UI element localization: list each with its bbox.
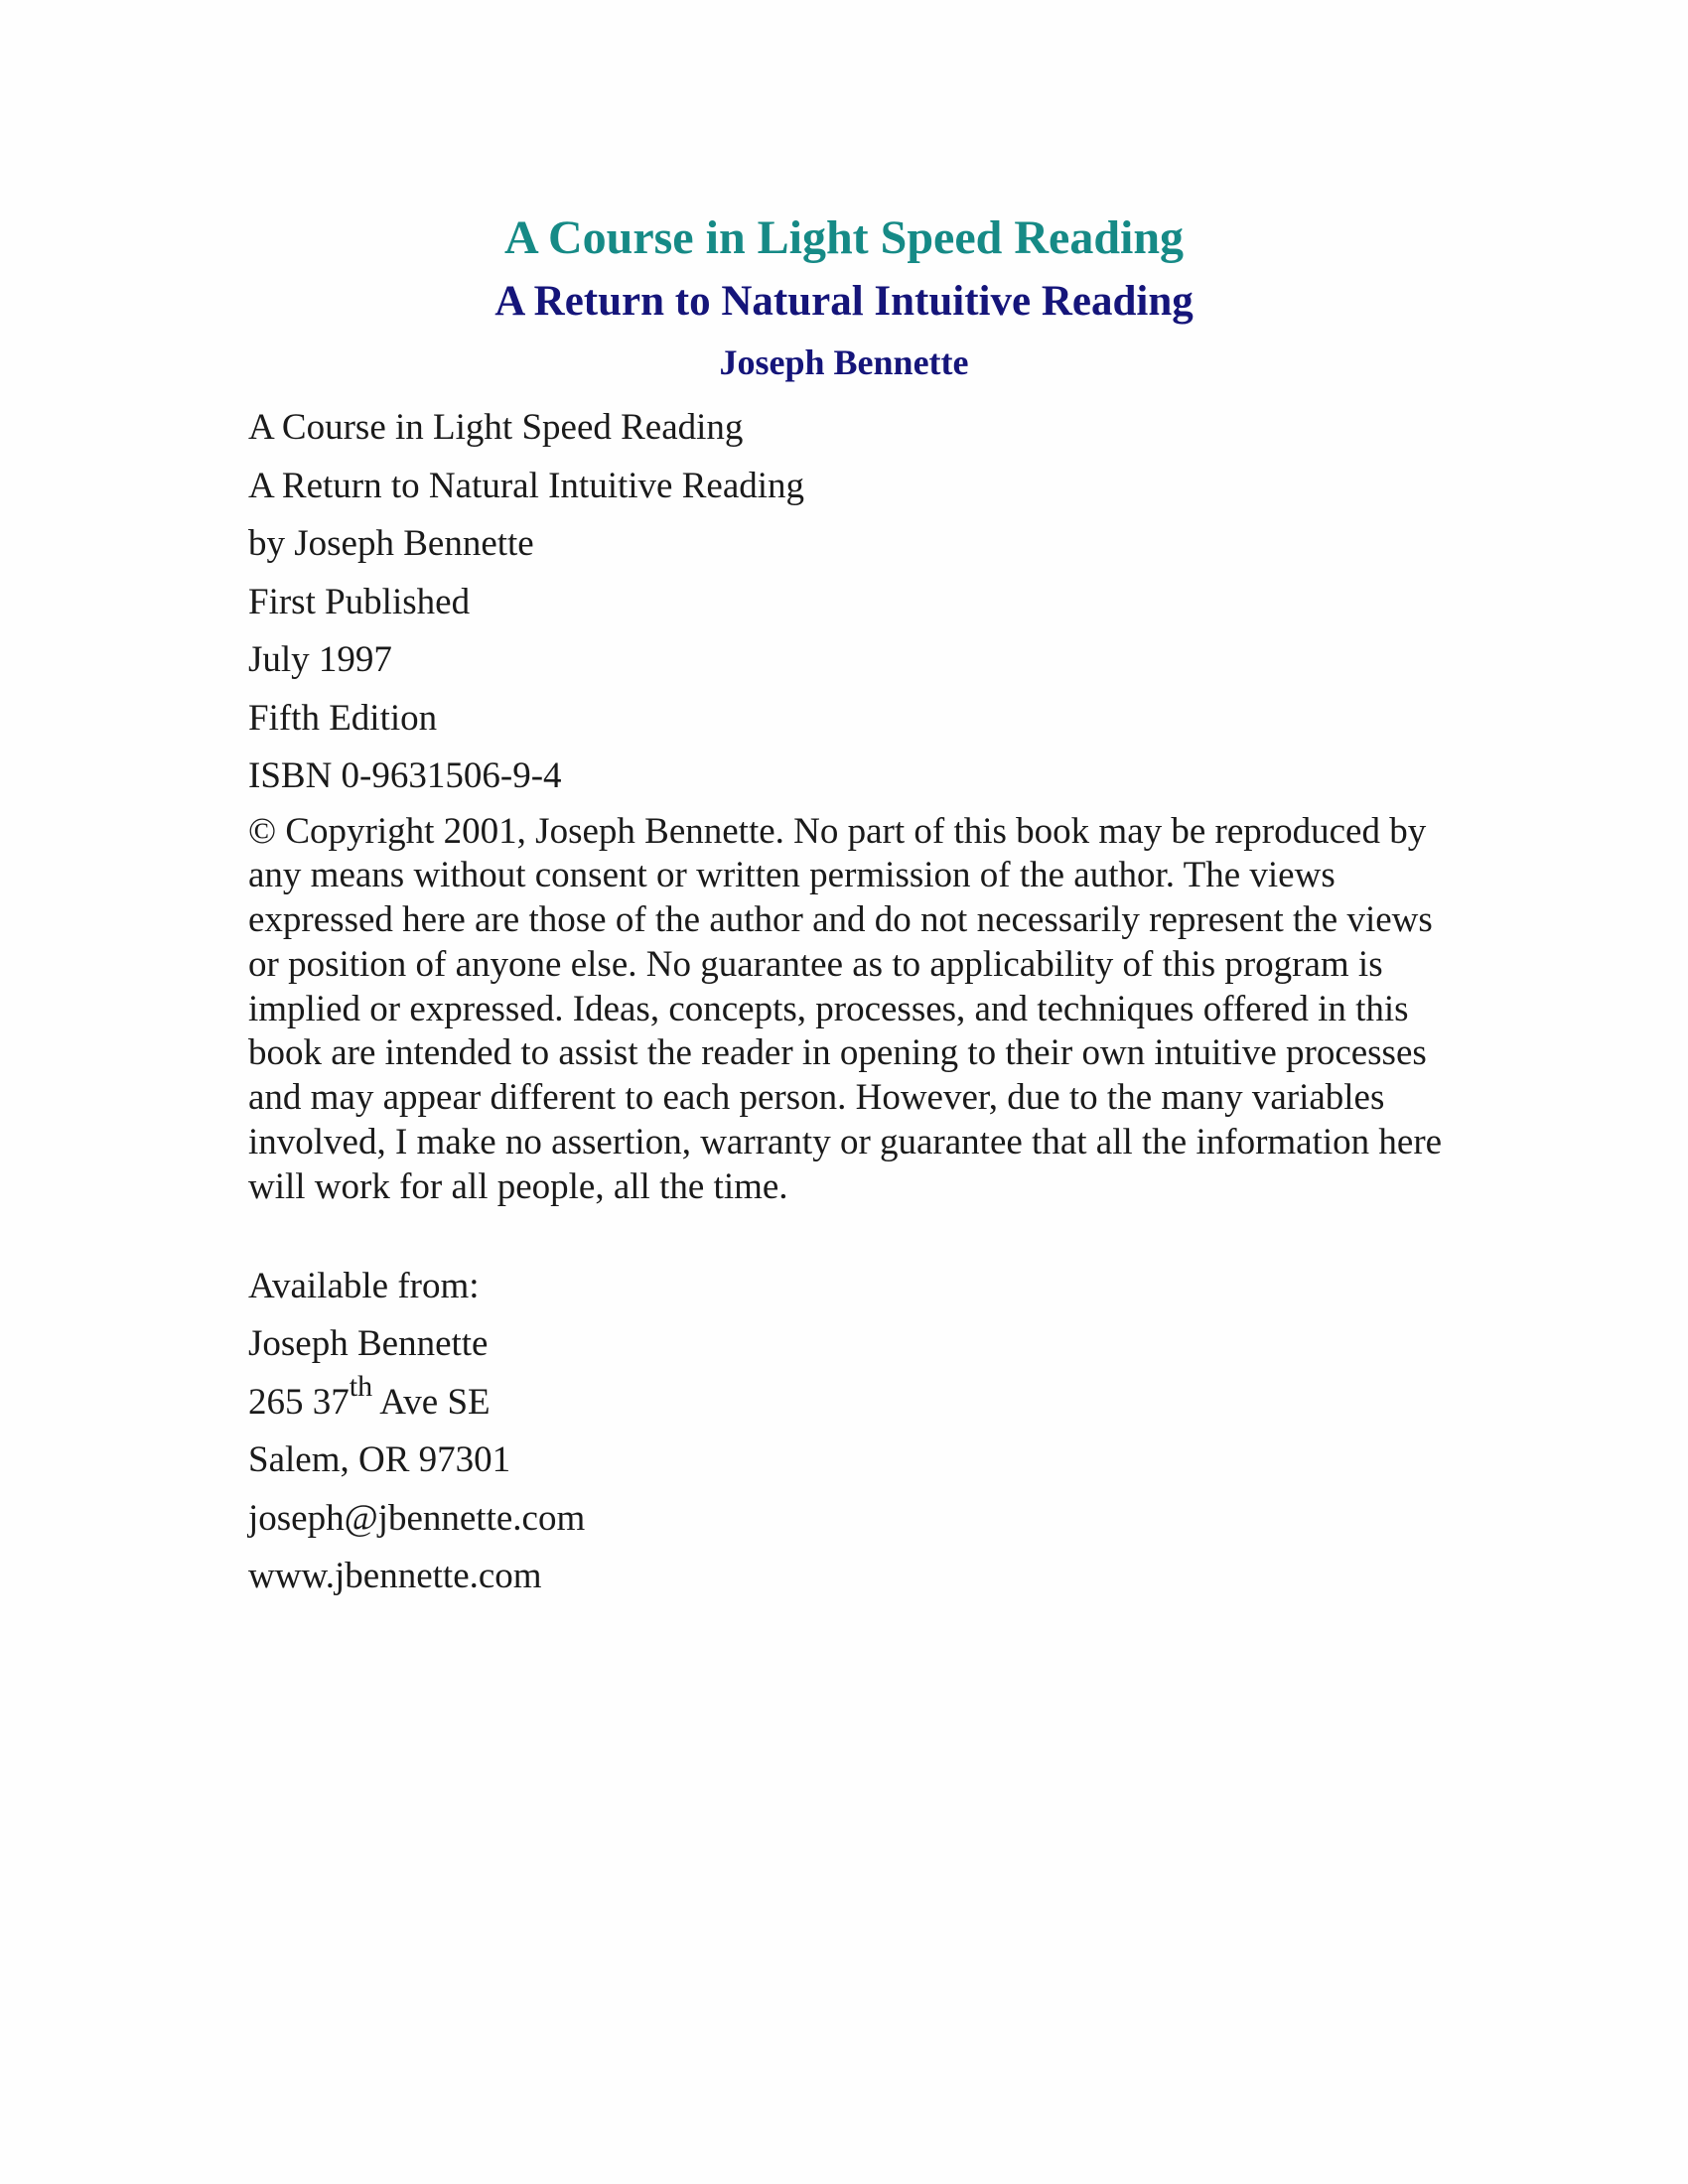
- detail-isbn: ISBN 0-9631506-9-4: [248, 755, 562, 796]
- detail-edition: Fifth Edition: [248, 697, 438, 739]
- detail-title: A Course in Light Speed Reading: [248, 407, 744, 448]
- book-author: Joseph Bennette: [719, 342, 969, 382]
- contact-email[interactable]: joseph@jbennette.com: [248, 1497, 586, 1539]
- book-title: A Course in Light Speed Reading: [503, 211, 1185, 264]
- detail-subtitle: A Return to Natural Intuitive Reading: [248, 465, 805, 506]
- address-street: Ave SE: [372, 1381, 491, 1423]
- contact-name: Joseph Bennette: [248, 1323, 489, 1365]
- detail-date: July 1997: [248, 639, 392, 680]
- contact-address: [248, 1370, 1460, 1436]
- book-subtitle: A Return to Natural Intuitive Reading: [494, 278, 1194, 325]
- colophon: [248, 403, 1460, 1610]
- available-from-label: Available from:: [248, 1265, 480, 1306]
- contact-website[interactable]: www.jbennette.com: [248, 1556, 542, 1597]
- copyright-notice: © Copyright 2001, Joseph Bennette. No part of this book may be reproduced by any means without consent or written permission of the author. The views expressed here are those of the author and do not necessarily represent the views or position of anyone else. No guarantee as to applicability of this program is implied or expressed. Ideas, concepts, processes, and techniques offered in this book are intended to assist the reader in opening to their own intuitive processes and may appear different to each person. However, due to the many variables involved, I make no assertion, warranty or guarantee that all the information here will work for all people, all the time.: [248, 810, 1443, 1207]
- title-block: [248, 208, 1440, 387]
- spacer: [248, 1210, 1460, 1262]
- address-ordinal: th: [349, 1370, 373, 1404]
- contact-city: Salem, OR 97301: [248, 1439, 511, 1481]
- detail-first-published: First Published: [248, 581, 471, 622]
- address-number: 265 37: [248, 1381, 350, 1423]
- detail-byline: by Joseph Bennette: [248, 523, 534, 564]
